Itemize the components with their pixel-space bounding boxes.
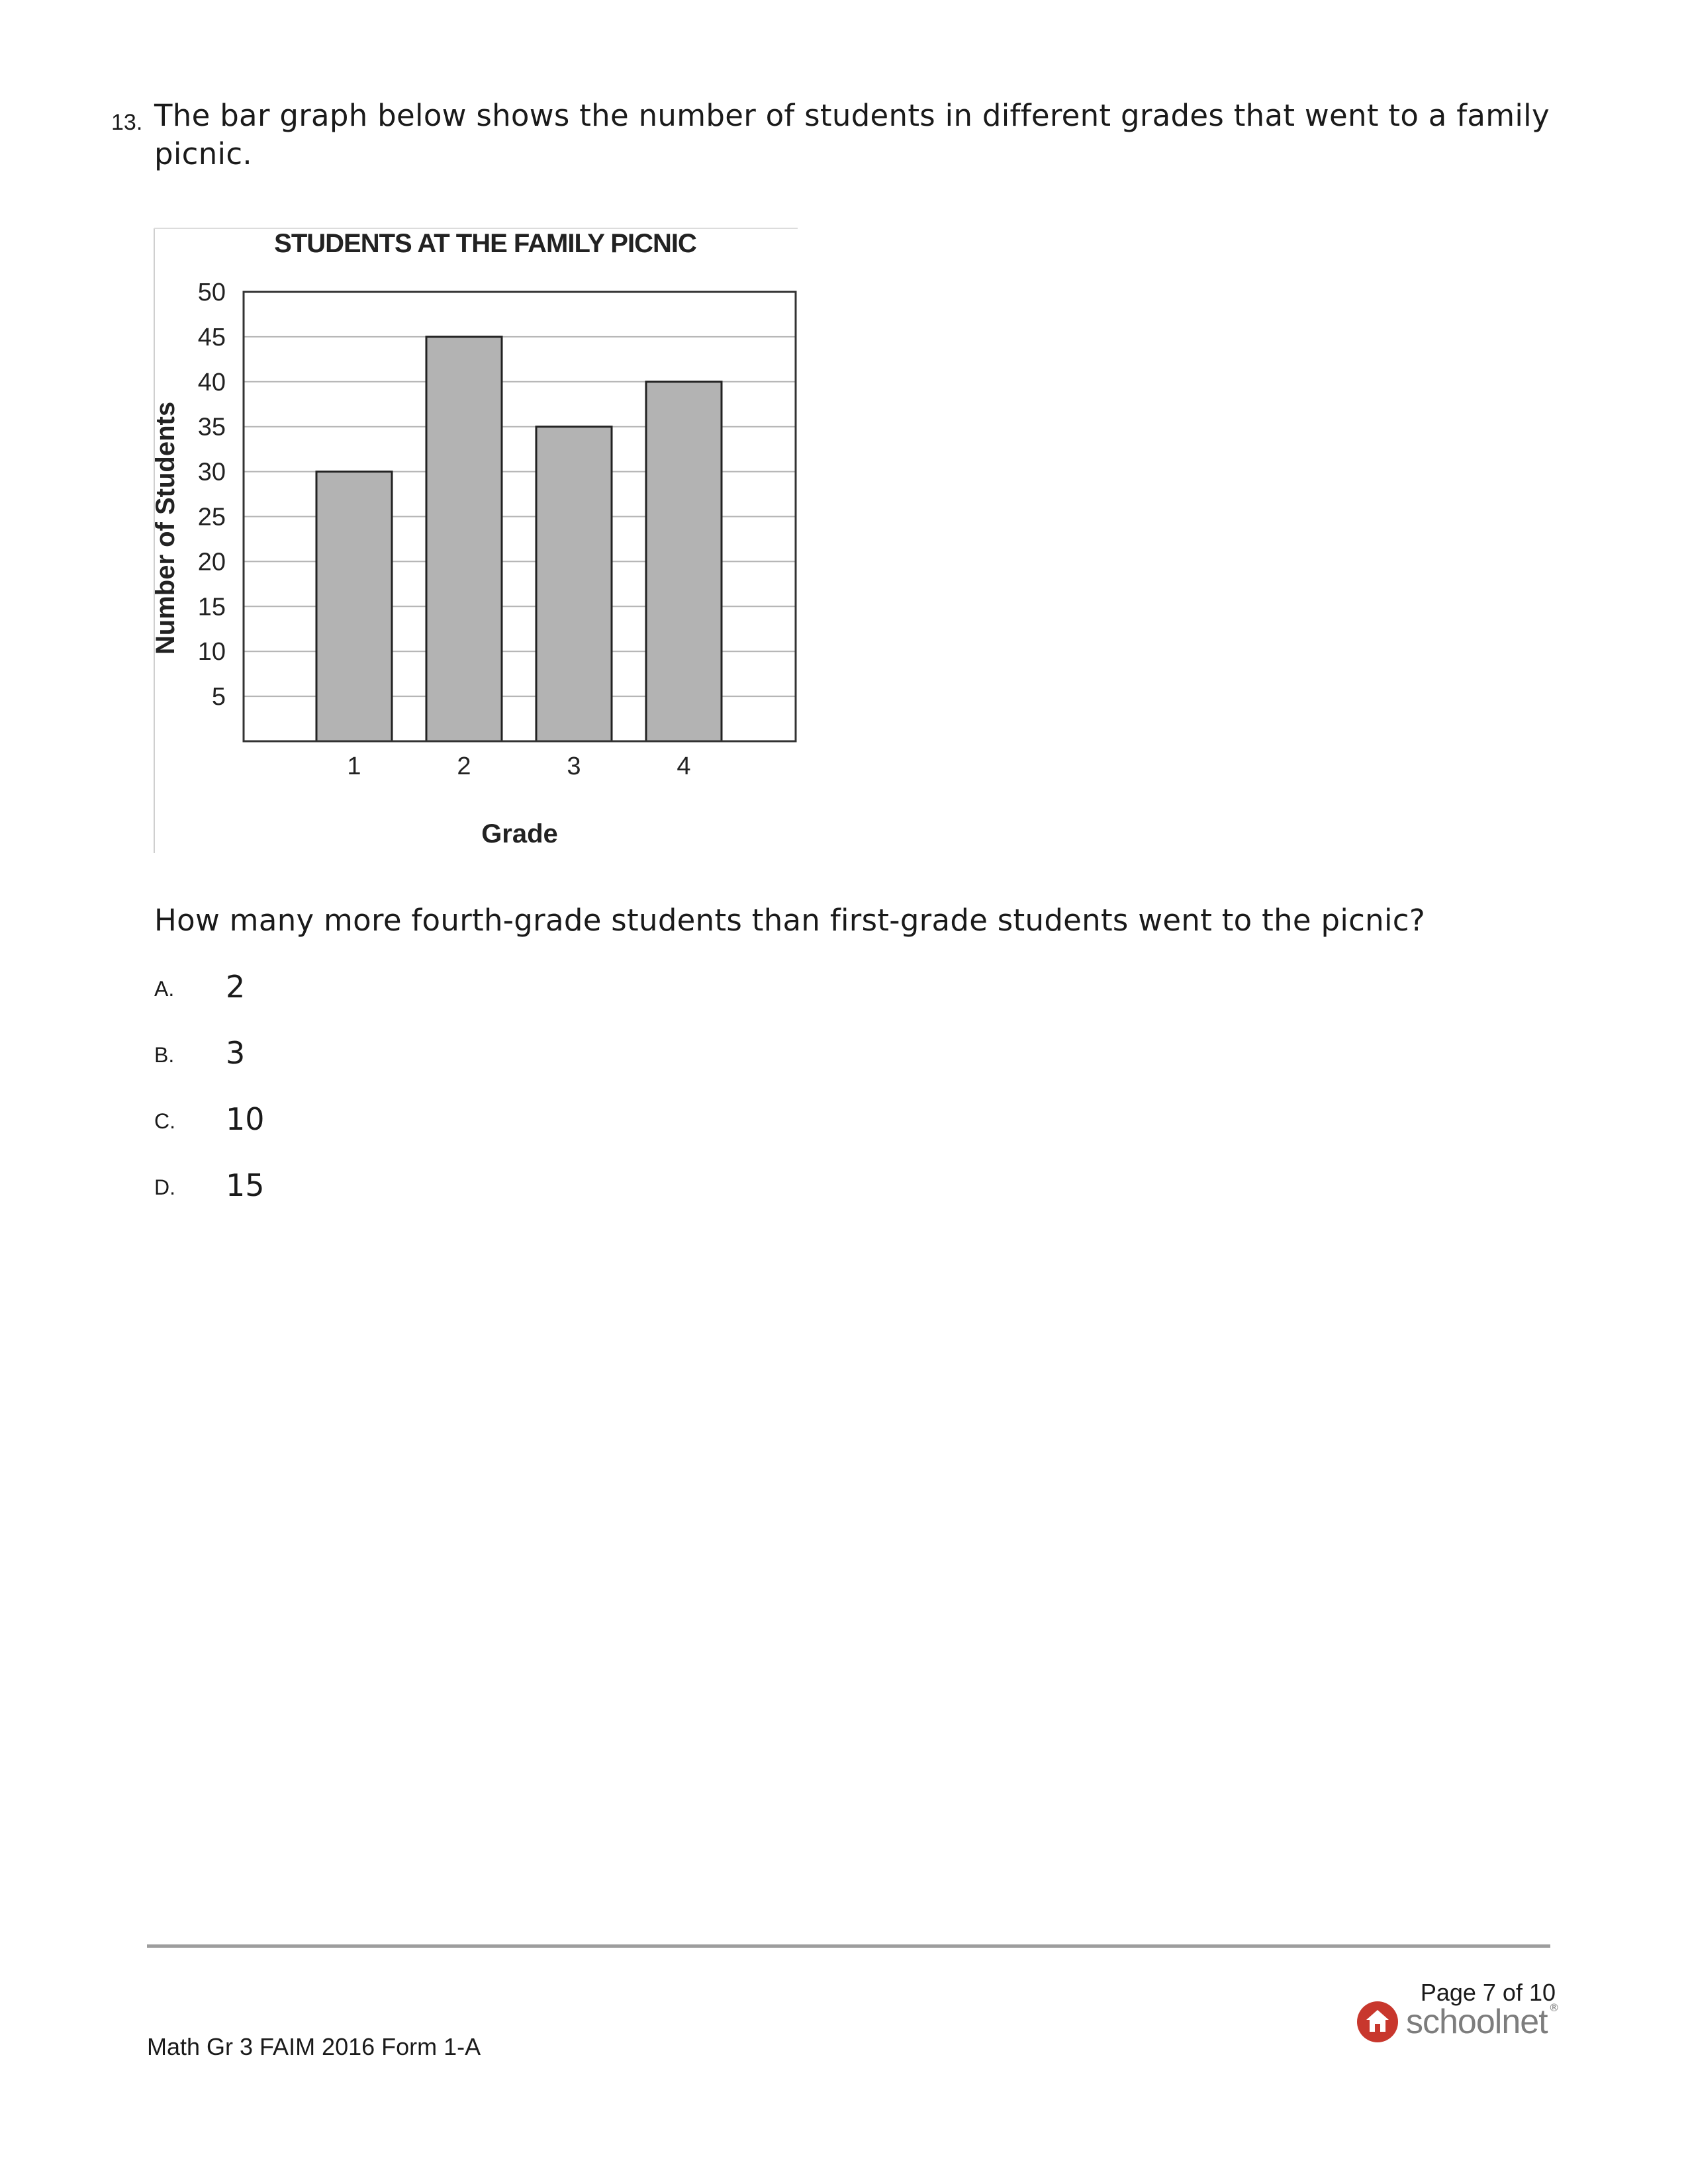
- page-number: Page 7 of 10: [1420, 1979, 1556, 2006]
- x-tick-label: 2: [457, 752, 471, 780]
- choice-letter: A.: [154, 977, 175, 1001]
- x-tick-label: 3: [567, 752, 581, 780]
- choice-value: 2: [226, 969, 246, 1005]
- chart-title: STUDENTS AT THE FAMILY PICNIC: [274, 229, 696, 258]
- choice-letter: D.: [154, 1175, 175, 1199]
- bar-grade-4: [646, 382, 722, 741]
- bars: [316, 337, 722, 741]
- chart-svg: [151, 227, 798, 853]
- document-title: Math Gr 3 FAIM 2016 Form 1-A: [147, 2033, 481, 2060]
- bar-grade-2: [426, 337, 502, 741]
- y-tick-label: 15: [197, 593, 226, 621]
- bar-grade-3: [536, 427, 612, 741]
- schoolnet-logo: [1356, 2000, 1560, 2044]
- choice-letter: C.: [154, 1109, 175, 1133]
- bar-chart: [151, 227, 798, 853]
- y-tick-label: 30: [197, 458, 226, 486]
- y-tick-label: 10: [197, 638, 226, 666]
- choice-letter: B.: [154, 1043, 175, 1067]
- y-tick-label: 20: [197, 548, 226, 576]
- footer-divider: [147, 1944, 1550, 1948]
- y-tick-labels: [198, 279, 226, 711]
- y-tick-label: 25: [197, 503, 226, 531]
- x-axis-label: Grade: [481, 819, 558, 848]
- choice-value: 10: [226, 1101, 265, 1137]
- y-tick-label: 5: [211, 683, 226, 711]
- brand-name: schoolnet: [1406, 2003, 1548, 2041]
- house-icon: [1356, 2000, 1399, 2044]
- y-tick-label: 50: [197, 279, 226, 306]
- x-tick-label: 1: [347, 752, 361, 780]
- y-tick-label: 45: [197, 323, 226, 351]
- y-tick-label: 35: [197, 413, 226, 441]
- y-tick-label: 40: [197, 368, 226, 396]
- question-prompt: How many more fourth-grade students than first-grade students went to the picnic?: [154, 903, 1426, 938]
- bar-grade-1: [316, 472, 392, 741]
- brand-trademark: ®: [1548, 2001, 1560, 2014]
- question-stem: The bar graph below shows the number of students in different grades that went to a family picnic.: [154, 98, 1550, 171]
- y-axis-label: Number of Students: [151, 401, 180, 655]
- x-tick-labels: [347, 752, 690, 780]
- choice-value: 3: [226, 1035, 246, 1071]
- x-tick-label: 4: [677, 752, 691, 780]
- question-number: 13.: [111, 110, 143, 135]
- choice-value: 15: [226, 1167, 265, 1203]
